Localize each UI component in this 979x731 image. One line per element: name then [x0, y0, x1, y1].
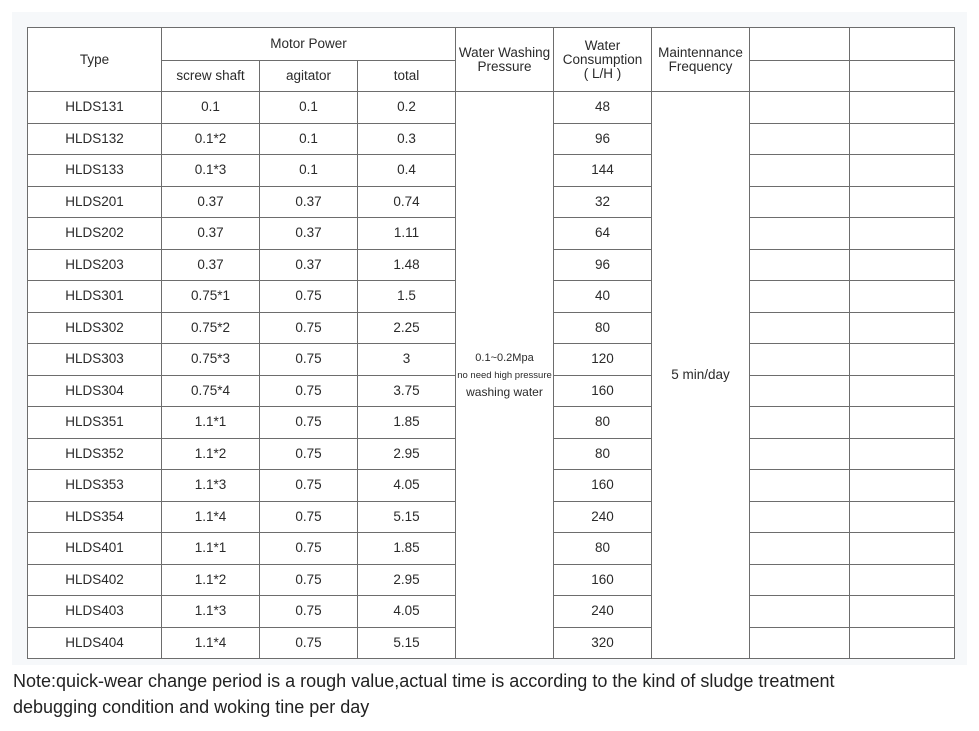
cell-screw-shaft: 1.1*2	[162, 564, 260, 596]
cell-screw-shaft: 1.1*4	[162, 501, 260, 533]
cell-empty	[850, 123, 955, 155]
cell-empty	[850, 249, 955, 281]
cell-type: HLDS301	[28, 281, 162, 313]
cell-water-consumption: 160	[554, 375, 652, 407]
spec-table	[27, 27, 955, 659]
cell-total: 1.85	[358, 533, 456, 565]
cell-total: 5.15	[358, 627, 456, 659]
cell-maintenance-frequency: 5 min/day	[652, 92, 750, 659]
cell-total: 5.15	[358, 501, 456, 533]
cell-total: 0.74	[358, 186, 456, 218]
cell-empty	[850, 186, 955, 218]
header-empty-1	[750, 28, 850, 61]
pressure-washing-water: washing water	[466, 385, 543, 399]
cell-empty	[850, 596, 955, 628]
cell-empty	[750, 218, 850, 250]
pressure-value: 0.1~0.2Mpa	[475, 352, 534, 364]
cell-screw-shaft: 0.1	[162, 92, 260, 124]
cell-screw-shaft: 0.37	[162, 249, 260, 281]
cell-type: HLDS304	[28, 375, 162, 407]
cell-screw-shaft: 1.1*4	[162, 627, 260, 659]
cell-type: HLDS131	[28, 92, 162, 124]
header-motor-power: Motor Power	[162, 28, 456, 61]
cell-screw-shaft: 0.75*1	[162, 281, 260, 313]
cell-agitator: 0.75	[260, 596, 358, 628]
header-water-consumption-label: Water Consumption	[562, 37, 643, 67]
header-water-washing-pressure: Water Washing Pressure	[456, 28, 554, 92]
cell-total: 1.11	[358, 218, 456, 250]
cell-type: HLDS402	[28, 564, 162, 596]
cell-water-consumption: 64	[554, 218, 652, 250]
cell-agitator: 0.37	[260, 249, 358, 281]
cell-total: 1.85	[358, 407, 456, 439]
table-row	[28, 92, 955, 124]
cell-total: 0.4	[358, 155, 456, 187]
cell-type: HLDS353	[28, 470, 162, 502]
cell-water-consumption: 160	[554, 470, 652, 502]
cell-empty	[850, 438, 955, 470]
cell-agitator: 0.1	[260, 155, 358, 187]
cell-agitator: 0.75	[260, 533, 358, 565]
cell-screw-shaft: 1.1*2	[162, 438, 260, 470]
header-screw-shaft: screw shaft	[162, 61, 260, 92]
cell-empty	[750, 627, 850, 659]
cell-empty	[850, 564, 955, 596]
table-body	[28, 92, 955, 659]
cell-agitator: 0.75	[260, 407, 358, 439]
footnote-line-2: debugging condition and woking tine per day	[13, 697, 370, 717]
cell-type: HLDS401	[28, 533, 162, 565]
cell-empty	[850, 218, 955, 250]
cell-water-consumption: 80	[554, 407, 652, 439]
cell-screw-shaft: 0.37	[162, 218, 260, 250]
cell-agitator: 0.1	[260, 92, 358, 124]
cell-water-consumption: 96	[554, 123, 652, 155]
cell-type: HLDS132	[28, 123, 162, 155]
cell-empty	[850, 281, 955, 313]
cell-type: HLDS202	[28, 218, 162, 250]
cell-water-consumption: 48	[554, 92, 652, 124]
cell-water-consumption: 120	[554, 344, 652, 376]
cell-agitator: 0.75	[260, 438, 358, 470]
cell-water-consumption: 96	[554, 249, 652, 281]
cell-screw-shaft: 0.75*4	[162, 375, 260, 407]
cell-screw-shaft: 1.1*3	[162, 596, 260, 628]
cell-total: 3.75	[358, 375, 456, 407]
cell-type: HLDS133	[28, 155, 162, 187]
cell-total: 1.48	[358, 249, 456, 281]
cell-screw-shaft: 1.1*3	[162, 470, 260, 502]
cell-empty	[850, 407, 955, 439]
cell-empty	[750, 533, 850, 565]
cell-total: 2.25	[358, 312, 456, 344]
footnote	[13, 668, 973, 720]
cell-water-consumption: 320	[554, 627, 652, 659]
cell-water-consumption: 40	[554, 281, 652, 313]
cell-water-consumption: 240	[554, 501, 652, 533]
cell-screw-shaft: 0.37	[162, 186, 260, 218]
header-water-consumption	[554, 28, 652, 92]
header-empty-4	[850, 61, 955, 92]
cell-total: 3	[358, 344, 456, 376]
cell-empty	[750, 596, 850, 628]
cell-empty	[750, 281, 850, 313]
cell-type: HLDS354	[28, 501, 162, 533]
cell-water-consumption: 32	[554, 186, 652, 218]
cell-water-washing-pressure	[456, 92, 554, 659]
cell-empty	[750, 249, 850, 281]
cell-type: HLDS203	[28, 249, 162, 281]
footnote-line-1: Note:quick-wear change period is a rough value,actual time is according to the kind of sludge treatment	[13, 671, 835, 691]
cell-empty	[750, 92, 850, 124]
cell-agitator: 0.75	[260, 564, 358, 596]
header-empty-2	[850, 28, 955, 61]
cell-empty	[850, 344, 955, 376]
cell-agitator: 0.75	[260, 312, 358, 344]
header-row-top	[28, 28, 955, 61]
cell-empty	[750, 344, 850, 376]
cell-type: HLDS303	[28, 344, 162, 376]
cell-water-consumption: 80	[554, 312, 652, 344]
header-total: total	[358, 61, 456, 92]
cell-agitator: 0.75	[260, 627, 358, 659]
cell-screw-shaft: 0.75*2	[162, 312, 260, 344]
cell-empty	[750, 407, 850, 439]
cell-screw-shaft: 0.75*3	[162, 344, 260, 376]
cell-empty	[850, 501, 955, 533]
cell-agitator: 0.75	[260, 344, 358, 376]
cell-empty	[750, 155, 850, 187]
cell-water-consumption: 160	[554, 564, 652, 596]
cell-total: 0.2	[358, 92, 456, 124]
pressure-note: no need high pressure	[457, 370, 552, 381]
cell-empty	[850, 375, 955, 407]
cell-screw-shaft: 1.1*1	[162, 407, 260, 439]
cell-type: HLDS403	[28, 596, 162, 628]
cell-screw-shaft: 0.1*2	[162, 123, 260, 155]
cell-empty	[850, 155, 955, 187]
cell-empty	[750, 312, 850, 344]
cell-water-consumption: 80	[554, 438, 652, 470]
header-empty-3	[750, 61, 850, 92]
cell-type: HLDS404	[28, 627, 162, 659]
cell-empty	[750, 123, 850, 155]
cell-empty	[750, 501, 850, 533]
cell-type: HLDS302	[28, 312, 162, 344]
cell-agitator: 0.75	[260, 470, 358, 502]
cell-empty	[750, 564, 850, 596]
cell-type: HLDS201	[28, 186, 162, 218]
cell-total: 4.05	[358, 470, 456, 502]
cell-total: 0.3	[358, 123, 456, 155]
cell-agitator: 0.75	[260, 501, 358, 533]
cell-empty	[850, 627, 955, 659]
cell-empty	[750, 186, 850, 218]
cell-empty	[850, 312, 955, 344]
header-type: Type	[28, 28, 162, 92]
cell-agitator: 0.37	[260, 218, 358, 250]
cell-water-consumption: 80	[554, 533, 652, 565]
cell-empty	[750, 375, 850, 407]
cell-total: 4.05	[358, 596, 456, 628]
cell-water-consumption: 144	[554, 155, 652, 187]
cell-total: 2.95	[358, 564, 456, 596]
cell-type: HLDS352	[28, 438, 162, 470]
cell-empty	[750, 470, 850, 502]
cell-agitator: 0.37	[260, 186, 358, 218]
cell-total: 2.95	[358, 438, 456, 470]
cell-screw-shaft: 1.1*1	[162, 533, 260, 565]
cell-empty	[850, 470, 955, 502]
cell-agitator: 0.75	[260, 281, 358, 313]
header-water-consumption-unit: ( L/H )	[583, 65, 622, 81]
header-agitator: agitator	[260, 61, 358, 92]
header-maintenance-frequency: Maintennance Frequency	[652, 28, 750, 92]
cell-agitator: 0.1	[260, 123, 358, 155]
cell-empty	[750, 438, 850, 470]
cell-agitator: 0.75	[260, 375, 358, 407]
cell-total: 1.5	[358, 281, 456, 313]
cell-empty	[850, 533, 955, 565]
cell-water-consumption: 240	[554, 596, 652, 628]
cell-screw-shaft: 0.1*3	[162, 155, 260, 187]
cell-type: HLDS351	[28, 407, 162, 439]
cell-empty	[850, 92, 955, 124]
